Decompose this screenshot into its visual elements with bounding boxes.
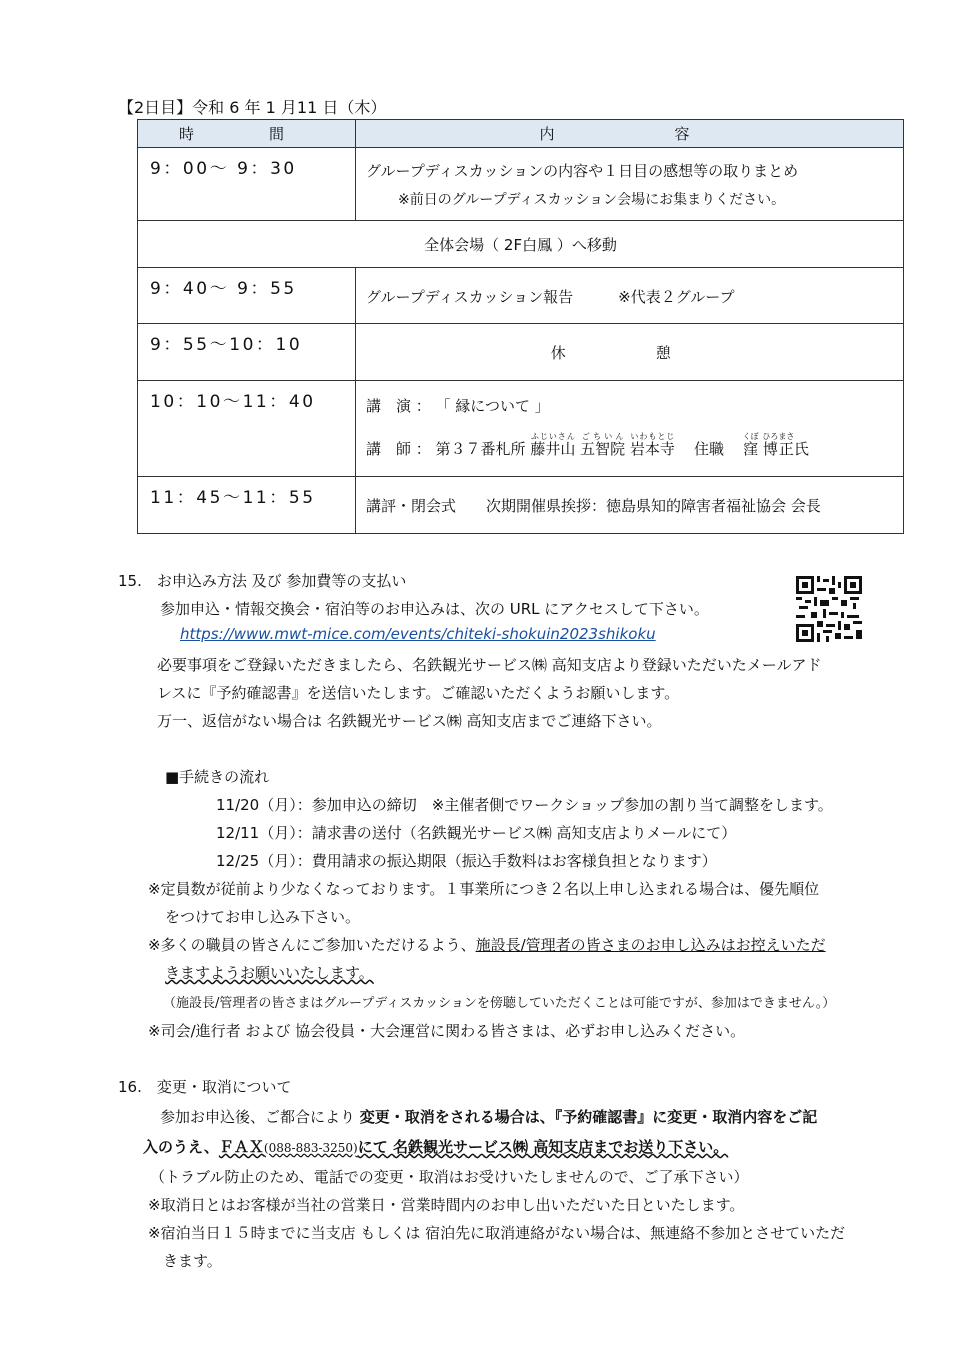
lecture-title: 講 演 ： 「 縁について 」 — [366, 397, 550, 415]
note-observation: （施設長/管理者の皆さまはグループディスカッションを傍聴していただくことは可能ですが、参加はできません。） — [163, 996, 836, 1011]
table-row — [138, 381, 904, 477]
sec15-line1: 参加申込・情報交換会・宿泊等のお申込みは、次の URL にアクセスして下さい。 — [160, 600, 709, 618]
time-cell: 9：40～ 9：55 — [138, 268, 356, 324]
registration-url-link[interactable]: https://www.mwt-mice.com/events/chiteki-shokuin2023shikoku — [180, 625, 656, 643]
content-cell — [356, 381, 904, 477]
content-text: グループディスカッションの内容や１日目の感想等の取りまとめ — [366, 162, 799, 180]
schedule-table — [137, 119, 904, 534]
temple-mountain: 藤井山ふじいさん — [530, 432, 576, 458]
flow-item: 11/20（月）：参加申込の締切 ※主催者側でワークショップ参加の割り当て調整をします。 — [216, 796, 833, 814]
sec16-line5a: ※宿泊当日１５時までに当支店 もしくは 宿泊先に取消連絡がない場合は、無連絡不参加とさせていただ — [148, 1224, 846, 1242]
sec16-line2: 入のうえ、ＦＡＸ(088-883-3250)にて 名鉄観光サービス㈱ 高知支店までお送り下さい。 — [143, 1138, 729, 1156]
temple-name: 岩本寺いわもとじ — [629, 432, 675, 458]
table-row — [138, 148, 904, 221]
sec16-line1: 参加お申込後、ご都合により 変更・取消をされる場合は、『予約確認書』に変更・取消内容をご記 — [160, 1108, 818, 1126]
move-cell: 全体会場（ 2F白鳳 ）へ移動 — [138, 221, 904, 268]
sec15-line2: 必要事項をご登録いただきましたら、名鉄観光サービス㈱ 高知支店より登録いただいたメールアド — [157, 656, 822, 674]
flow-heading: ■手続きの流れ — [165, 768, 270, 786]
section-16-heading: 16. 変更・取消について — [118, 1078, 292, 1096]
table-row — [138, 221, 904, 268]
time-cell: 11：45～11：55 — [138, 477, 356, 534]
day-title: 【2日目】令和 6 年 1 月11 日（木） — [118, 98, 387, 117]
fax-number: (088-883-3250) — [263, 1141, 358, 1155]
flow-item: 12/25（月）：費用請求の振込期限（振込手数料はお客様負担となります） — [216, 852, 717, 870]
note-managers-1: ※多くの職員の皆さんにご参加いただけるよう、施設長/管理者の皆さまのお申し込みはお控えいただ — [148, 936, 826, 954]
sec15-line3: レスに『予約確認書』を送信いたします。ご確認いただくようお願いします。 — [157, 684, 680, 702]
sec16-line5b: きます。 — [163, 1252, 222, 1270]
lecturer-given-name: 博正ひろまさ — [762, 432, 795, 458]
lecturer-surname: 窪くぼ — [742, 432, 759, 458]
time-cell: 10：10～11：40 — [138, 381, 356, 477]
sec16-line4: ※取消日とはお客様が当社の営業日・営業時間内のお申し出いただいた日といたします。 — [148, 1196, 745, 1214]
table-row — [138, 324, 904, 381]
header-content: 内 容 — [356, 120, 904, 148]
note-capacity-2: をつけてお申し込み下さい。 — [165, 908, 361, 926]
lecturer-title: 住職 — [694, 440, 725, 458]
note-managers-2: きますようお願いいたします。 — [165, 964, 374, 982]
content-note: ※前日のグループディスカッション会場にお集まりください。 — [398, 192, 786, 208]
section-15-heading: 15. お申込み方法 及び 参加費等の支払い — [118, 572, 407, 590]
lecturer-prefix: 講 師 ： 第３７番札所 — [366, 440, 526, 458]
content-cell: 講評・閉会式 次期開催県挨拶：徳島県知的障害者福祉協会 会長 — [356, 477, 904, 534]
flow-item: 12/11（月）：請求書の送付（名鉄観光サービス㈱ 高知支店よりメールにて） — [216, 824, 737, 842]
note-staff: ※司会/進行者 および 協会役員・大会運営に関わる皆さまは、必ずお申し込みください。 — [148, 1022, 746, 1040]
qr-code-icon — [796, 576, 862, 642]
sec16-line3: （トラブル防止のため、電話での変更・取消はお受けいたしませんので、ご了承下さい） — [150, 1168, 749, 1186]
time-cell: 9：00～ 9：30 — [138, 148, 356, 221]
content-cell — [356, 148, 904, 221]
temple-in: 五智院ごちいん — [580, 432, 626, 458]
sec15-line4: 万一、返信がない場合は 名鉄観光サービス㈱ 高知支店までご連絡下さい。 — [157, 712, 662, 730]
lecturer-line — [366, 432, 903, 459]
header-time: 時 間 — [138, 120, 356, 148]
table-row — [138, 268, 904, 324]
time-cell: 9：55～10：10 — [138, 324, 356, 381]
lecturer-honorific: 氏 — [793, 440, 809, 458]
note-capacity-1: ※定員数が従前より少なくなっております。１事業所につき２名以上申し込まれる場合は、優先順位 — [148, 880, 820, 898]
content-cell: 休 憩 — [356, 324, 904, 381]
table-row — [138, 477, 904, 534]
content-cell: グループディスカッション報告 ※代表２グループ — [356, 268, 904, 324]
